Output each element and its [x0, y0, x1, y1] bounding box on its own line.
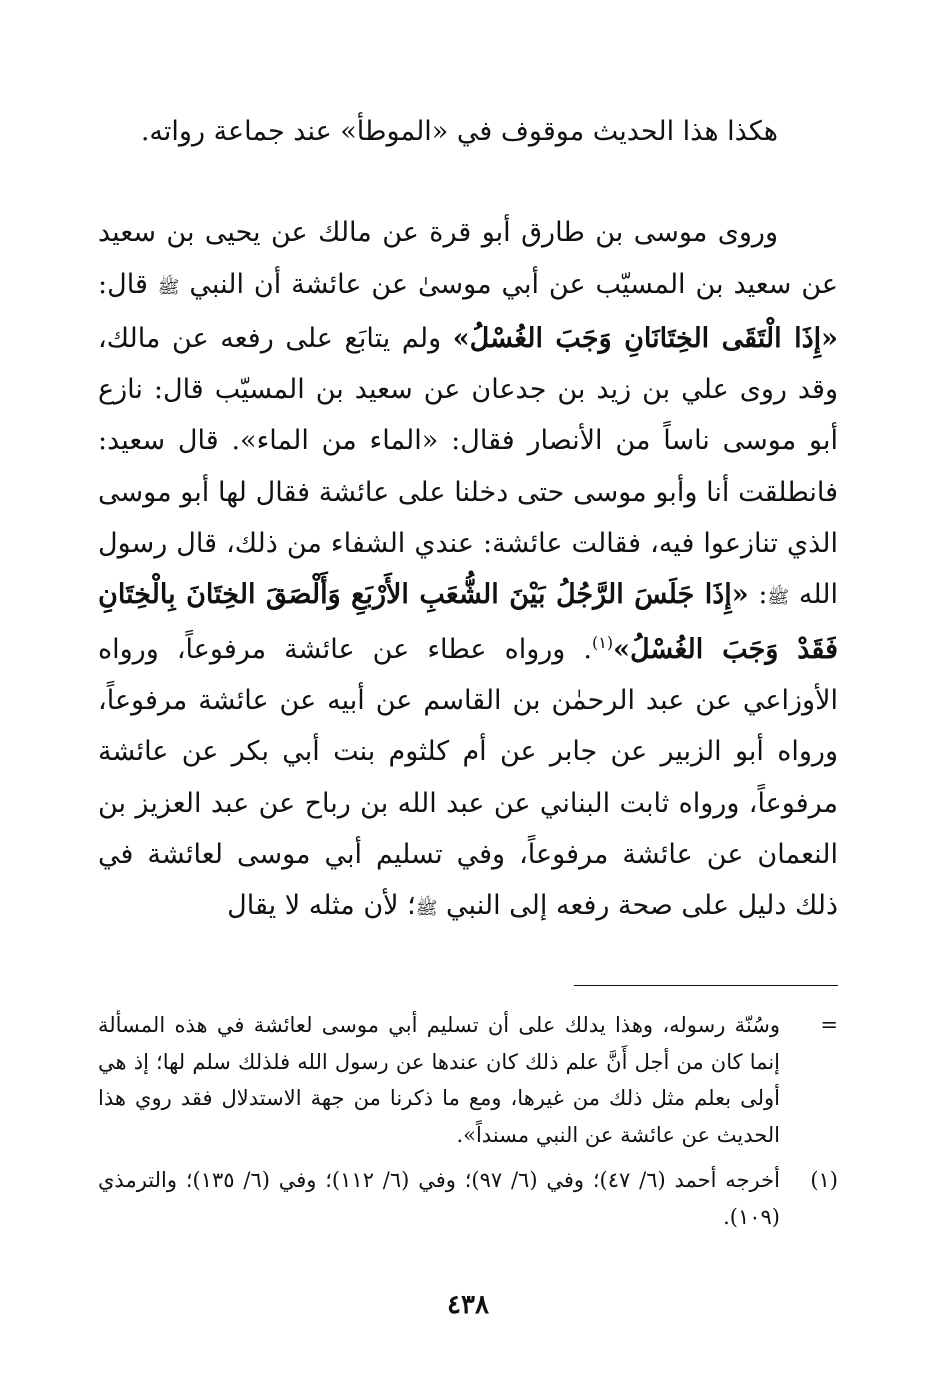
- text-run: قال:: [98, 268, 158, 300]
- paragraph-2: [98, 207, 838, 934]
- honorific-glyph: ﷺ: [415, 898, 438, 920]
- text-run: وروى موسى بن طارق أبو قرة عن مالك عن يحيى بن سعيد عن سعيد بن المسيّب عن أبي موسىٰ عن عائشة أن النبي: [98, 217, 838, 300]
- footnote-separator: [574, 985, 838, 986]
- text-run: ولم يتابَع على رفعه عن مالك، وقد روى علي بن زيد بن جدعان عن سعيد بن المسيّب قال: نازع أبو موسى ناساً من الأنصار فقال: «الماء من الماء». قال سعيد: فانطلقت أنا وأبو موسى حتى دخلنا على عائشة فقال لها أبو موسى الذي تنازعوا فيه، فقالت عائشة: عندي الشفاء من ذلك، قال رسول الله: [98, 322, 838, 611]
- footnote-text: وسُنّة رسوله، وهذا يدلك على أن تسليم أبي موسى لعائشة في هذه المسألة إنما كان من أجل أَنَّ علم ذلك كان عندها عن رسول الله فلذلك سلم لها؛ إذ هي أولى بعلم مثل ذلك من غيرها، ومع ما ذكرنا من جهة الاستدلال فقد روي هذا الحديث عن عائشة عن النبي مسنداً».: [98, 1013, 780, 1147]
- text-run: ؛ لأن مثله لا يقال: [227, 890, 416, 922]
- text-run: . ورواه عطاء عن عائشة مرفوعاً، ورواه الأوزاعي عن عبد الرحمٰن بن القاسم عن أبيه عن عائشة مرفوعاً، ورواه أبو الزبير عن جابر عن أم كلثوم بنت أبي بكر عن عائشة مرفوعاً، ورواه ثابت البناني عن عبد الله بن رباح عن عبد العزيز بن النعمان عن عائشة مرفوعاً، وفي تسليم أبي موسى لعائشة في ذلك دليل على صحة رفعه إلى النبي: [98, 633, 838, 922]
- footnote-mark: (١): [810, 1168, 838, 1192]
- footnote-text: أخرجه أحمد (٦/ ٤٧)؛ وفي (٦/ ٩٧)؛ وفي (٦/ ١١٢)؛ وفي (٦/ ١٣٥)؛ والترمذي (١٠٩).: [98, 1168, 780, 1229]
- footnote-continuation: [98, 1007, 838, 1153]
- main-text: [98, 106, 838, 934]
- honorific-glyph: ﷺ: [157, 276, 180, 298]
- paragraph-gap: [98, 157, 838, 207]
- footnote-mark: =: [820, 1013, 838, 1037]
- footnote-1: [98, 1162, 838, 1235]
- honorific-glyph: ﷺ: [767, 587, 790, 609]
- footnote-reference[interactable]: (١): [592, 632, 614, 652]
- paragraph-1: هكذا هذا الحديث موقوف في «الموطأ» عند جماعة رواته.: [140, 116, 778, 147]
- text-run: :: [748, 579, 768, 611]
- hadith-quote: «إِذَا جَلَسَ الرَّجُلُ بَيْنَ الشُّعَبِ الأَرْبَعِ وَأَلْصَقَ الخِتَانَ بِالْخِتَانِ فَقَدْ وَجَبَ الغُسْلُ»: [98, 579, 838, 665]
- footnotes: [98, 1007, 838, 1235]
- hadith-quote: «إِذَا الْتَقَى الخِتَانَانِ وَجَبَ الغُسْلُ»: [452, 322, 838, 354]
- page-number: ٤٣٨: [447, 1290, 489, 1320]
